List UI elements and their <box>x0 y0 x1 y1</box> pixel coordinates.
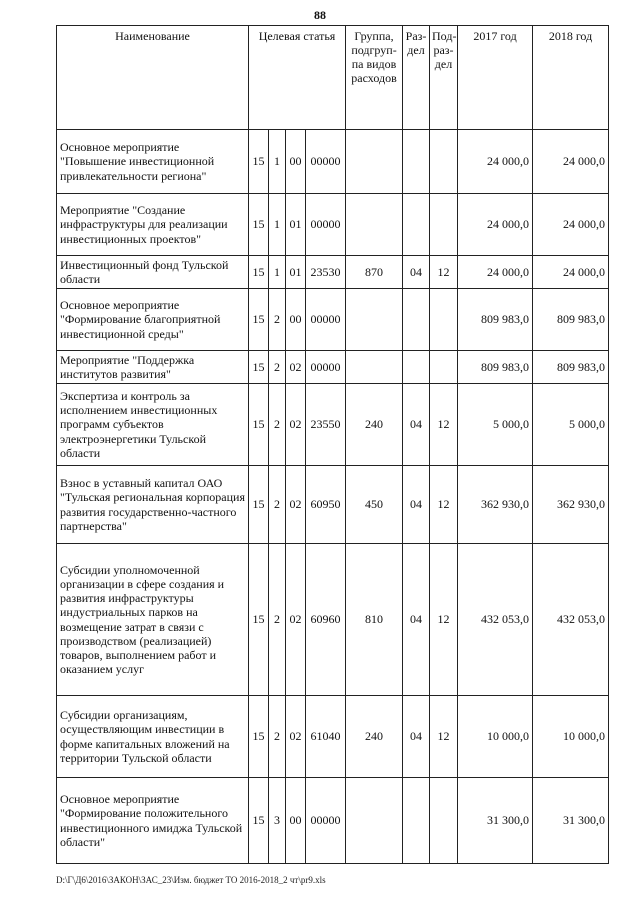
table-row <box>57 130 609 194</box>
row-direction-code: 00000 <box>306 194 346 256</box>
row-direction-code: 23530 <box>306 256 346 289</box>
row-event-code: 00 <box>286 130 306 194</box>
row-amount-2018: 432 053,0 <box>533 544 609 696</box>
table-row <box>57 351 609 384</box>
row-section: 04 <box>403 384 430 466</box>
table-row <box>57 194 609 256</box>
row-subprogram-code: 1 <box>269 256 286 289</box>
row-name: Основное мероприятие "Формирование благоприятной инвестиционной среды" <box>57 289 249 351</box>
row-event-code: 02 <box>286 544 306 696</box>
row-subsection <box>430 351 458 384</box>
row-expense-group: 240 <box>346 384 403 466</box>
row-amount-2017: 31 300,0 <box>458 778 533 864</box>
row-expense-group: 450 <box>346 466 403 544</box>
row-name: Субсидии уполномоченной организации в сфере создания и развития инфраструктуры индустриальных парков на возмещение затрат в связи с производством (реализацией) товаров, выполнением работ и оказанием услуг <box>57 544 249 696</box>
row-program-code: 15 <box>249 696 269 778</box>
row-section: 04 <box>403 256 430 289</box>
row-section <box>403 194 430 256</box>
row-name: Мероприятие "Создание инфраструктуры для реализации инвестиционных проектов" <box>57 194 249 256</box>
row-program-code: 15 <box>249 466 269 544</box>
row-amount-2017: 24 000,0 <box>458 256 533 289</box>
row-name: Субсидии организациям, осуществляющим инвестиции в форме капитальных вложений на территории Тульской области <box>57 696 249 778</box>
row-event-code: 02 <box>286 466 306 544</box>
row-amount-2018: 809 983,0 <box>533 351 609 384</box>
row-expense-group <box>346 351 403 384</box>
row-amount-2018: 24 000,0 <box>533 130 609 194</box>
row-subsection: 12 <box>430 384 458 466</box>
row-amount-2018: 24 000,0 <box>533 194 609 256</box>
row-section <box>403 130 430 194</box>
row-amount-2017: 10 000,0 <box>458 696 533 778</box>
header-section: Раз-дел <box>403 26 430 130</box>
table-row <box>57 289 609 351</box>
row-subsection <box>430 194 458 256</box>
row-amount-2018: 24 000,0 <box>533 256 609 289</box>
row-section <box>403 778 430 864</box>
row-section: 04 <box>403 466 430 544</box>
row-program-code: 15 <box>249 289 269 351</box>
table-row <box>57 384 609 466</box>
row-name: Основное мероприятие "Повышение инвестиционной привлекательности региона" <box>57 130 249 194</box>
row-section <box>403 351 430 384</box>
row-section: 04 <box>403 696 430 778</box>
row-subsection: 12 <box>430 466 458 544</box>
header-expense-group: Группа, подгруп-па видов расходов <box>346 26 403 130</box>
table-row <box>57 696 609 778</box>
row-amount-2017: 809 983,0 <box>458 351 533 384</box>
row-amount-2018: 5 000,0 <box>533 384 609 466</box>
row-name: Мероприятие "Поддержка институтов развития" <box>57 351 249 384</box>
row-amount-2018: 362 930,0 <box>533 466 609 544</box>
row-event-code: 02 <box>286 696 306 778</box>
row-direction-code: 23550 <box>306 384 346 466</box>
row-subsection <box>430 778 458 864</box>
row-amount-2018: 31 300,0 <box>533 778 609 864</box>
row-direction-code: 00000 <box>306 289 346 351</box>
row-amount-2018: 809 983,0 <box>533 289 609 351</box>
row-section <box>403 289 430 351</box>
row-expense-group: 870 <box>346 256 403 289</box>
table-row <box>57 778 609 864</box>
row-amount-2017: 432 053,0 <box>458 544 533 696</box>
row-name: Взнос в уставный капитал ОАО "Тульская региональная корпорация развития государственно-частного партнерства" <box>57 466 249 544</box>
row-direction-code: 61040 <box>306 696 346 778</box>
table-row <box>57 466 609 544</box>
page-number: 88 <box>314 8 326 22</box>
row-event-code: 01 <box>286 194 306 256</box>
row-subprogram-code: 2 <box>269 696 286 778</box>
row-event-code: 02 <box>286 351 306 384</box>
header-year-2018: 2018 год <box>533 26 609 130</box>
row-name: Основное мероприятие "Формирование положительного инвестиционного имиджа Тульской области" <box>57 778 249 864</box>
row-event-code: 01 <box>286 256 306 289</box>
row-expense-group <box>346 130 403 194</box>
row-section: 04 <box>403 544 430 696</box>
row-program-code: 15 <box>249 130 269 194</box>
row-subprogram-code: 2 <box>269 544 286 696</box>
row-program-code: 15 <box>249 778 269 864</box>
row-name: Экспертиза и контроль за исполнением инвестиционных программ субъектов электроэнергетики Тульской области <box>57 384 249 466</box>
header-target-article: Целевая статья <box>249 26 346 130</box>
row-expense-group <box>346 778 403 864</box>
row-expense-group <box>346 194 403 256</box>
row-direction-code: 00000 <box>306 351 346 384</box>
row-subprogram-code: 2 <box>269 289 286 351</box>
row-amount-2017: 5 000,0 <box>458 384 533 466</box>
row-program-code: 15 <box>249 384 269 466</box>
row-subsection: 12 <box>430 256 458 289</box>
header-row <box>57 26 609 130</box>
row-direction-code: 60960 <box>306 544 346 696</box>
row-direction-code: 00000 <box>306 778 346 864</box>
row-event-code: 02 <box>286 384 306 466</box>
row-subsection: 12 <box>430 544 458 696</box>
row-subprogram-code: 1 <box>269 194 286 256</box>
row-subsection <box>430 130 458 194</box>
table-row <box>57 256 609 289</box>
row-amount-2017: 24 000,0 <box>458 130 533 194</box>
header-year-2017: 2017 год <box>458 26 533 130</box>
row-name: Инвестиционный фонд Тульской области <box>57 256 249 289</box>
row-event-code: 00 <box>286 289 306 351</box>
row-amount-2017: 24 000,0 <box>458 194 533 256</box>
row-subprogram-code: 2 <box>269 384 286 466</box>
row-subprogram-code: 2 <box>269 466 286 544</box>
row-subprogram-code: 3 <box>269 778 286 864</box>
row-event-code: 00 <box>286 778 306 864</box>
row-subprogram-code: 1 <box>269 130 286 194</box>
row-program-code: 15 <box>249 351 269 384</box>
footer-file-path: D:\Г\Д6\2016\ЗАКОН\ЗАС_23\Изм. бюджет ТО 2016-2018_2 чт\pr9.xls <box>56 875 326 885</box>
row-amount-2017: 362 930,0 <box>458 466 533 544</box>
table-row <box>57 544 609 696</box>
row-direction-code: 60950 <box>306 466 346 544</box>
row-program-code: 15 <box>249 544 269 696</box>
row-direction-code: 00000 <box>306 130 346 194</box>
row-subsection <box>430 289 458 351</box>
row-amount-2017: 809 983,0 <box>458 289 533 351</box>
row-subsection: 12 <box>430 696 458 778</box>
row-expense-group: 240 <box>346 696 403 778</box>
budget-table <box>56 25 609 864</box>
row-program-code: 15 <box>249 256 269 289</box>
row-amount-2018: 10 000,0 <box>533 696 609 778</box>
row-expense-group: 810 <box>346 544 403 696</box>
header-name: Наименование <box>57 26 249 130</box>
header-subsection: Под-раз-дел <box>430 26 458 130</box>
row-expense-group <box>346 289 403 351</box>
row-program-code: 15 <box>249 194 269 256</box>
row-subprogram-code: 2 <box>269 351 286 384</box>
